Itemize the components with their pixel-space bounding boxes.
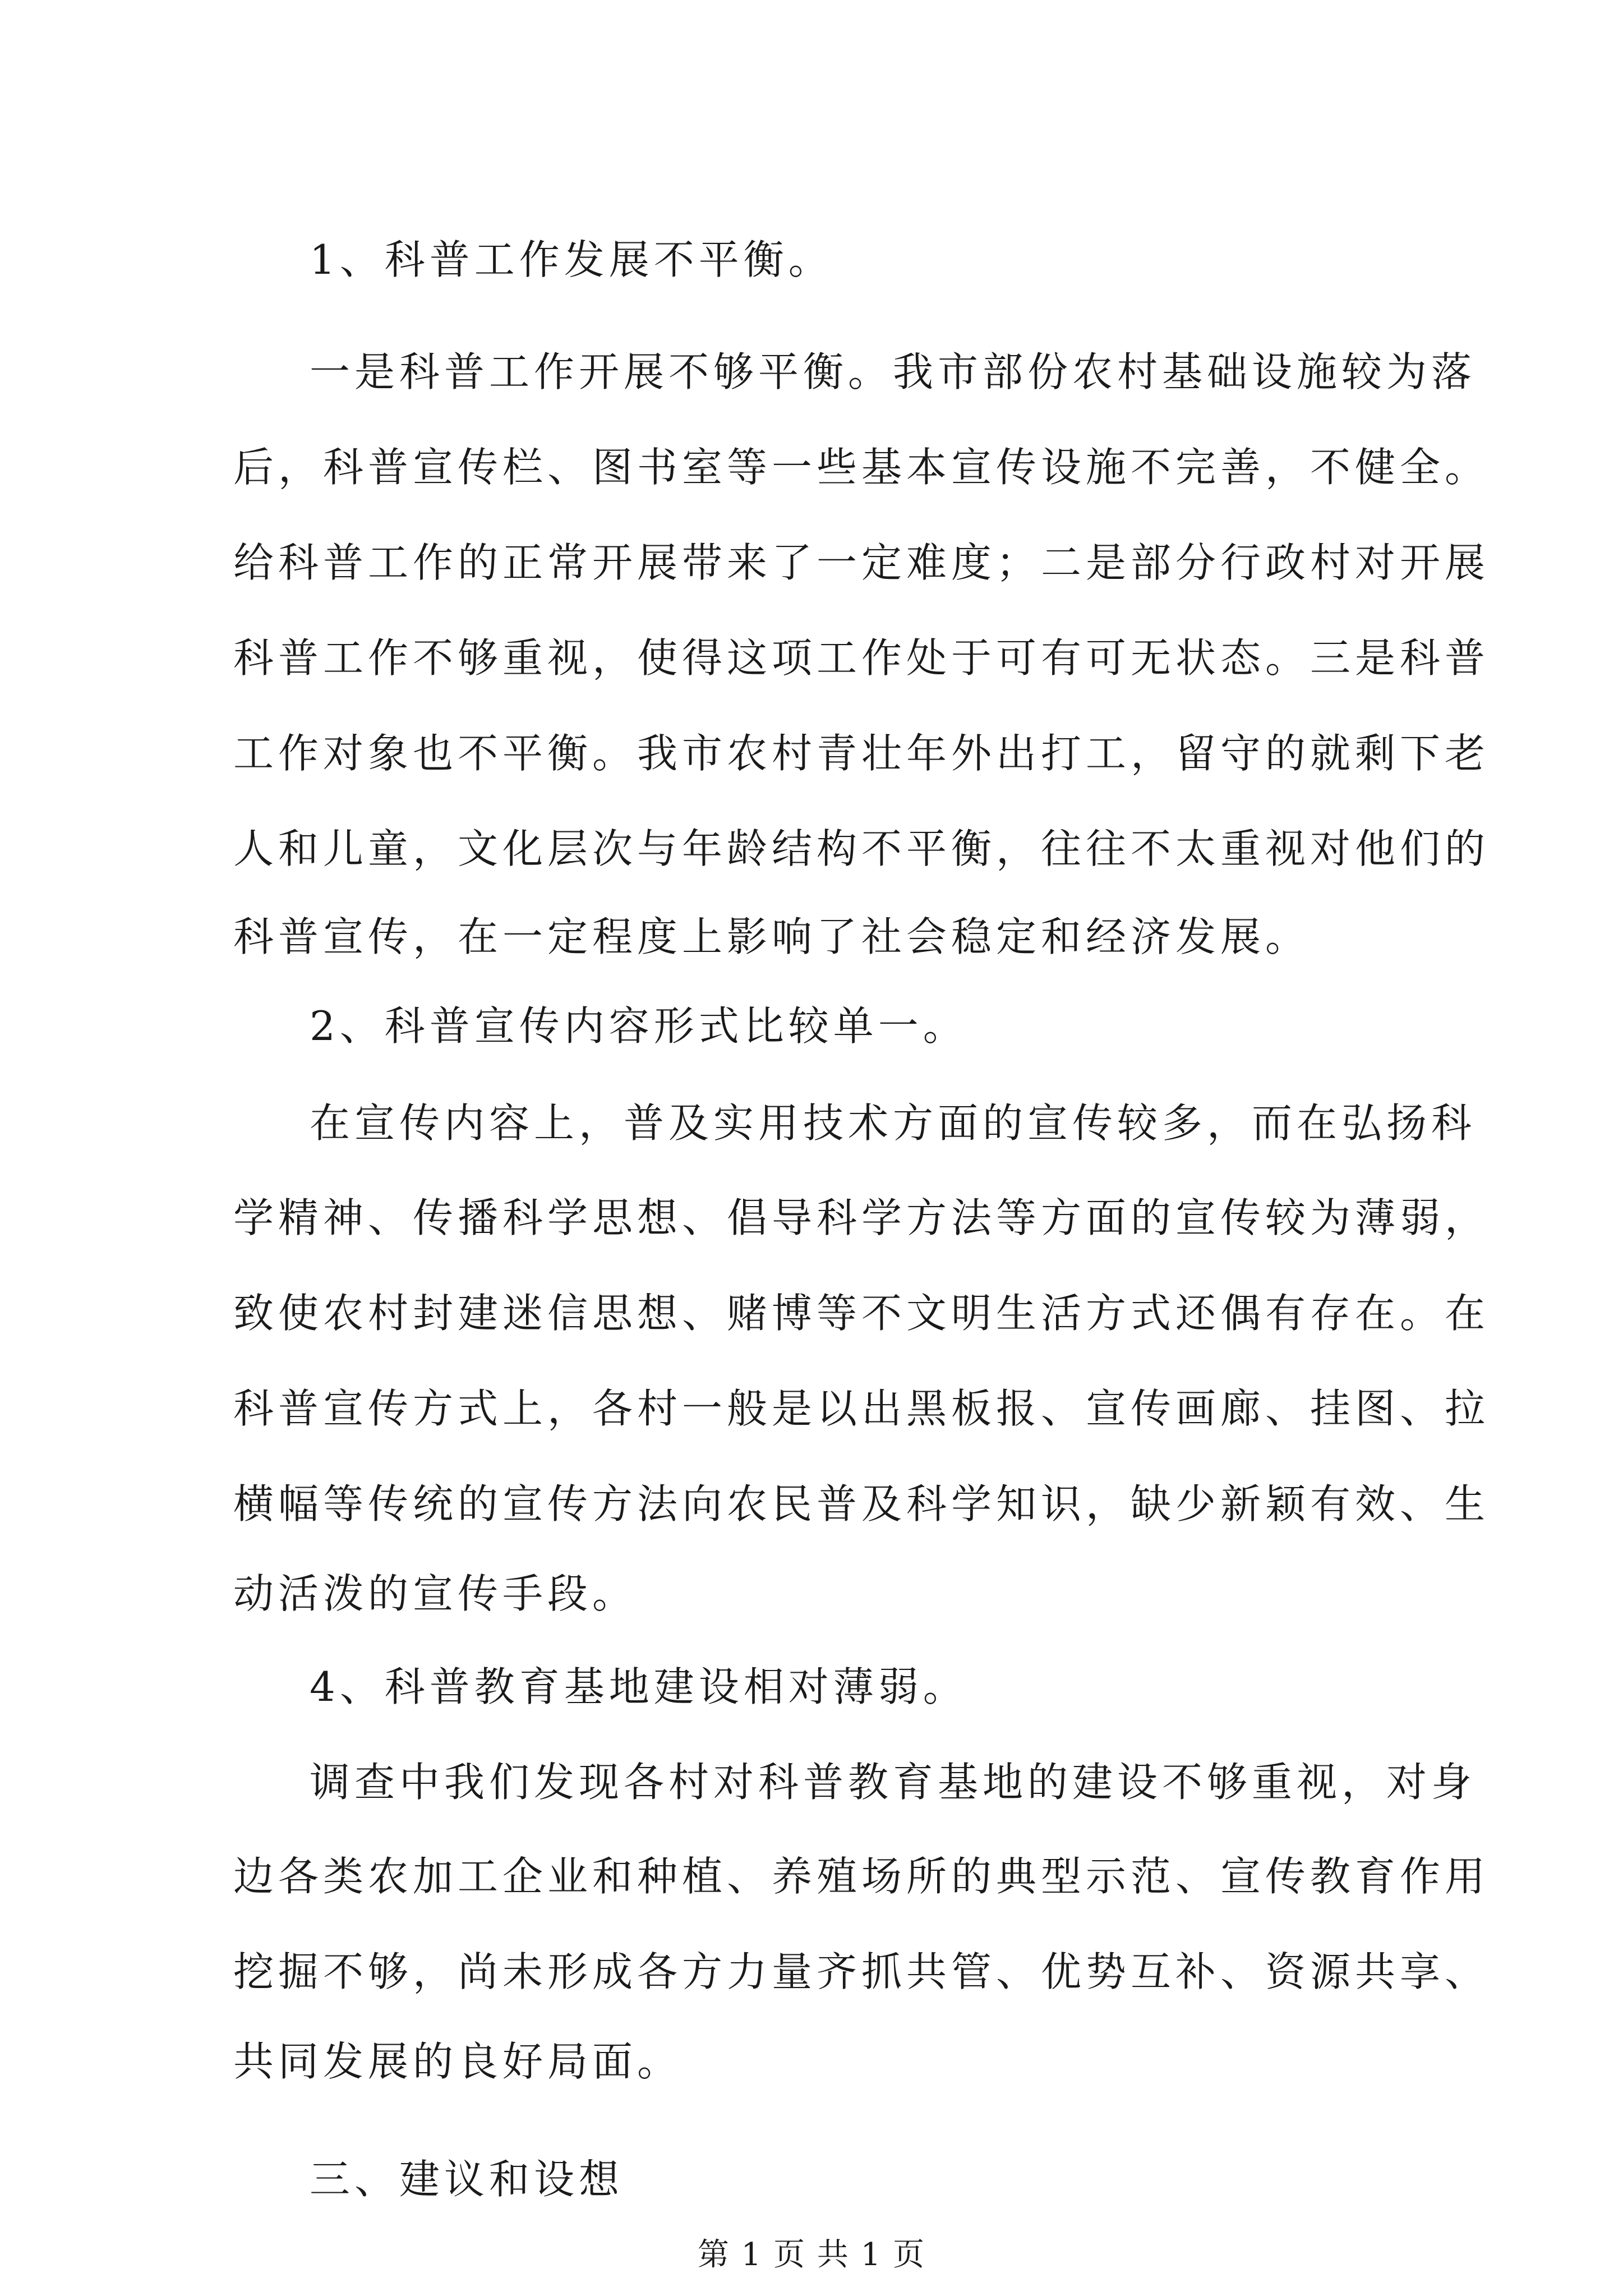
section-heading-4: 4、科普教育基地建设相对薄弱。: [310, 1663, 968, 1710]
paragraph-line: 工作对象也不平衡。我市农村青壮年外出打工，留守的就剩下老: [233, 730, 1490, 777]
paragraph-line: 科普工作不够重视，使得这项工作处于可有可无状态。三是科普: [233, 634, 1490, 682]
paragraph-line: 在宣传内容上，普及实用技术方面的宣传较多，而在弘扬科: [310, 1099, 1477, 1147]
paragraph-line: 边各类农加工企业和种植、养殖场所的典型示范、宣传教育作用: [233, 1853, 1490, 1900]
section-heading-3: 三、建议和设想: [310, 2156, 624, 2203]
paragraph-line: 横幅等传统的宣传方法向农民普及科学知识，缺少新颖有效、生: [233, 1480, 1490, 1527]
section-heading-1: 1、科普工作发展不平衡。: [310, 236, 833, 283]
section-heading-2: 2、科普宣传内容形式比较单一。: [310, 1002, 968, 1050]
paragraph-line: 动活泼的宣传手段。: [233, 1570, 638, 1617]
paragraph-line: 一是科普工作开展不够平衡。我市部份农村基础设施较为落: [310, 348, 1477, 395]
page-footer: 第 1 页 共 1 页: [697, 2237, 926, 2273]
paragraph-line: 挖掘不够，尚未形成各方力量齐抓共管、优势互补、资源共享、: [233, 1948, 1490, 1995]
paragraph-line: 后，科普宣传栏、图书室等一些基本宣传设施不完善，不健全。: [233, 444, 1490, 491]
paragraph-line: 共同发展的良好局面。: [233, 2038, 683, 2085]
paragraph-line: 调查中我们发现各村对科普教育基地的建设不够重视，对身: [310, 1759, 1477, 1806]
paragraph-line: 科普宣传，在一定程度上影响了社会稳定和经济发展。: [233, 913, 1311, 960]
paragraph-line: 学精神、传播科学思想、倡导科学方法等方面的宣传较为薄弱，: [233, 1194, 1490, 1241]
paragraph-line: 科普宣传方式上，各村一般是以出黑板报、宣传画廊、挂图、拉: [233, 1385, 1490, 1432]
paragraph-line: 致使农村封建迷信思想、赌博等不文明生活方式还偶有存在。在: [233, 1290, 1490, 1337]
paragraph-line: 人和儿童，文化层次与年龄结构不平衡，往往不太重视对他们的: [233, 825, 1490, 872]
paragraph-line: 给科普工作的正常开展带来了一定难度；二是部分行政村对开展: [233, 539, 1490, 586]
